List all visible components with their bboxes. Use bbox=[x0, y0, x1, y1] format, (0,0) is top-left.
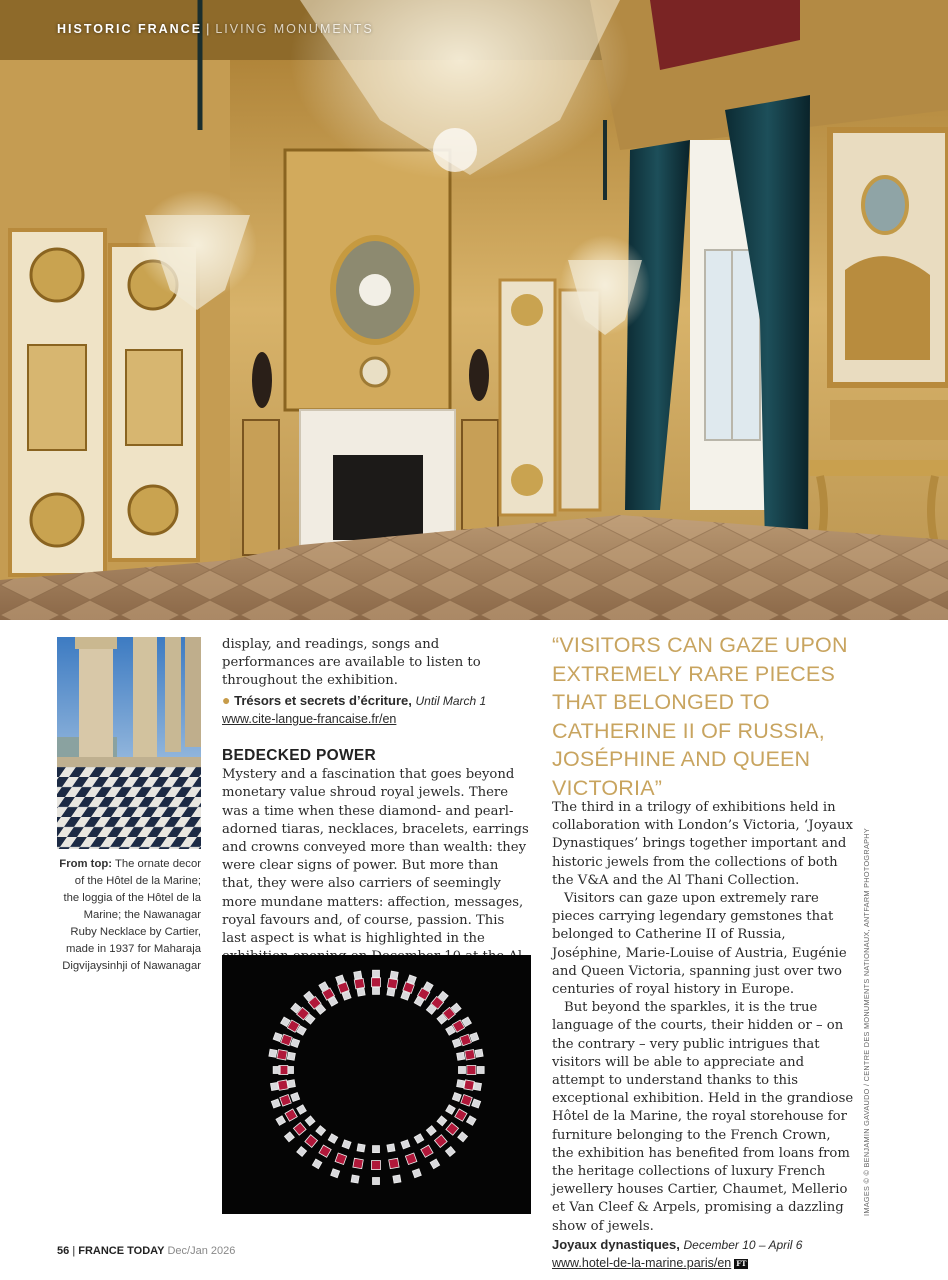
necklace-gem bbox=[457, 1052, 465, 1060]
caption-lead: From top: bbox=[59, 858, 113, 870]
necklace-gem bbox=[389, 1158, 399, 1168]
necklace-gem bbox=[470, 1033, 479, 1042]
necklace-gem bbox=[328, 1134, 338, 1144]
necklace-gem bbox=[271, 1099, 280, 1108]
ft-badge-icon: FT bbox=[736, 1259, 747, 1269]
necklace-gem bbox=[472, 1099, 481, 1108]
necklace-gem bbox=[354, 971, 362, 979]
necklace-photo bbox=[222, 955, 531, 1214]
bullet-dot-icon: ● bbox=[222, 691, 231, 708]
hero-photo bbox=[0, 0, 948, 620]
listing-joyaux bbox=[552, 1236, 854, 1254]
intro-paragraph: display, and readings, songs and performances are available to listen to throughout the exhibition. bbox=[222, 637, 481, 689]
necklace-gem bbox=[372, 978, 381, 987]
necklace-gem bbox=[335, 1153, 347, 1165]
magazine-name: FRANCE TODAY bbox=[78, 1245, 165, 1257]
necklace-gem bbox=[357, 988, 365, 996]
necklace-gem bbox=[414, 1134, 424, 1144]
photo-credit: IMAGES © © BENJAMIN GAVAUDO / CENTRE DES MONUMENTS NATIONAUX, ANTFARM PHOTOGRAPHY bbox=[862, 827, 871, 1216]
necklace-gem bbox=[297, 1147, 307, 1157]
necklace-gem bbox=[464, 1080, 474, 1090]
necklace-gem bbox=[473, 1082, 481, 1090]
necklace-gem bbox=[445, 1147, 455, 1157]
necklace-gem bbox=[273, 1033, 282, 1042]
necklace-gem bbox=[297, 1105, 307, 1115]
necklace-gem bbox=[457, 1080, 465, 1088]
necklace-gem bbox=[459, 1067, 466, 1074]
necklace-gem bbox=[373, 970, 380, 977]
photo-caption bbox=[57, 856, 201, 975]
listing-joyaux-dates: December 10 – April 6 bbox=[683, 1237, 803, 1252]
listing-joyaux-link[interactable]: www.hotel-de-la-marine.paris/en bbox=[552, 1256, 732, 1271]
necklace-gem bbox=[285, 1109, 297, 1121]
pull-quote: “VISITORS CAN GAZE UPON EXTREMELY RARE PIECES THAT BELONGED TO CATHERINE II OF RUSSIA, JOSÉPHINE AND QUEEN VICTORIA” bbox=[552, 633, 848, 800]
necklace-gem bbox=[373, 987, 380, 994]
body-paragraph-3: Visitors can gaze upon extremely rare pieces carrying legendary gemstones that belonged to Catherine II of Russia, Joséphine, Marie-Louise of Austria, Eugénie and Queen Victoria, spanning just over two centuries of royal history in Europe. bbox=[552, 891, 847, 998]
necklace-gem bbox=[305, 1135, 318, 1148]
listing-tresors-link[interactable]: www.cite-langue-francaise.fr/en bbox=[222, 711, 397, 726]
necklace-gem bbox=[461, 1095, 473, 1107]
necklace-gem bbox=[281, 1034, 293, 1046]
necklace-gem bbox=[357, 1144, 365, 1152]
page-number: 56 bbox=[57, 1245, 70, 1257]
listing-joyaux-title: Joyaux dynastiques, bbox=[552, 1236, 680, 1252]
necklace-gem bbox=[293, 1123, 306, 1136]
necklace-gem bbox=[465, 1050, 475, 1060]
necklace-gem bbox=[446, 1105, 456, 1115]
body-paragraph-1: Mystery and a fascination that goes beyond monetary value shroud royal jewels. There was a time when these diamond- and pearl-adorned tiaras, necklaces, bracelets, earrings and crowns conveyed more than wealth: they were clear signs of power. But more than that, they were also carriers of seemingly more mundane matters: affection, messages, royal favours and, of course, passion. This last aspect is what is highlighted in the bbox=[222, 767, 529, 947]
necklace-gem bbox=[270, 1082, 278, 1090]
section-title: HISTORIC FRANCE bbox=[57, 22, 203, 36]
necklace-gem bbox=[373, 1146, 380, 1153]
listing-tresors bbox=[222, 691, 530, 710]
section-header bbox=[57, 22, 374, 36]
issue-date: Dec/Jan 2026 bbox=[167, 1245, 236, 1257]
body-paragraph-4: But beyond the sparkles, it is the true language of the courts, their hidden or – on the contrary – very public intrigues that visitors will be able to appreciate and attempt to understand thanks to this exceptional exhibition. Held in the grandiose Hôtel de la Marine, the royal storehouse for furniture belonging to the French Crown, the exhibition has benefited from loans from the heritage collections of luxury French jewellery houses Cartier, Chaumet, Mellerio et Van Cleef & Arpels, promising a dazzling show of jewels. bbox=[552, 1000, 854, 1234]
section-separator: | bbox=[206, 22, 212, 36]
necklace-gem bbox=[287, 1080, 295, 1088]
necklace-gem bbox=[353, 1158, 363, 1168]
necklace-gem bbox=[319, 1145, 331, 1157]
necklace-gem bbox=[354, 978, 364, 988]
necklace-gem bbox=[446, 1123, 459, 1136]
loggia-illustration bbox=[57, 637, 201, 849]
necklace-gem bbox=[269, 1049, 277, 1057]
listing-tresors-title: Trésors et secrets d’écriture, bbox=[234, 692, 412, 708]
necklace-gem bbox=[342, 1140, 351, 1149]
caption-text: The ornate decor of the Hôtel de la Marine; the loggia of the Hôtel de la Marine; the Nawanagar Ruby Necklace by Cartier, made in 1937 for Maharaja Digvijaysinhji of Nawanagar bbox=[62, 858, 201, 972]
necklace-gem bbox=[291, 1038, 300, 1047]
necklace-gem bbox=[467, 1066, 476, 1075]
necklace-gem bbox=[390, 971, 398, 979]
listing-tresors-dates: Until March 1 bbox=[415, 693, 487, 708]
necklace-gem bbox=[426, 1126, 436, 1136]
section-subtitle: LIVING MONUMENTS bbox=[215, 22, 374, 36]
necklace-gem bbox=[280, 1095, 292, 1107]
necklace-gem bbox=[452, 1093, 461, 1102]
necklace-gem bbox=[305, 1116, 315, 1126]
necklace-gem bbox=[477, 1067, 484, 1074]
necklace-gem bbox=[434, 1135, 447, 1148]
necklace-gem bbox=[387, 1144, 395, 1152]
necklace-gem bbox=[351, 1175, 359, 1183]
necklace-gem bbox=[372, 1161, 381, 1170]
article-column-right bbox=[552, 799, 854, 1273]
subhead-bedecked-power: BEDECKED POWER bbox=[222, 747, 377, 765]
necklace-gem bbox=[452, 1038, 461, 1047]
article-column-middle bbox=[222, 636, 530, 1003]
necklace-gem bbox=[287, 1052, 295, 1060]
necklace-illustration bbox=[222, 955, 531, 1214]
necklace-gem bbox=[430, 1159, 440, 1169]
necklace-gem bbox=[455, 1109, 467, 1121]
loggia-photo bbox=[57, 637, 201, 849]
necklace-gem bbox=[284, 1132, 294, 1142]
hero-salon-illustration bbox=[0, 0, 948, 620]
necklace-gem bbox=[276, 1116, 286, 1126]
necklace-gem bbox=[312, 1159, 322, 1169]
necklace-gem bbox=[291, 1093, 300, 1102]
necklace-gem bbox=[458, 1132, 468, 1142]
necklace-gem bbox=[405, 1153, 417, 1165]
necklace-gem bbox=[387, 978, 397, 988]
necklace-gem bbox=[277, 1050, 287, 1060]
necklace-gem bbox=[278, 1080, 288, 1090]
necklace-gem bbox=[316, 1126, 326, 1136]
body-paragraph-2: The third in a trilogy of exhibitions held in collaboration with London’s Victoria, ‘Joyaux Dynastiques’ brings together important and historic jewels from the collections of both the V&A and the Al Thani Collection. bbox=[552, 800, 853, 888]
necklace-gem bbox=[412, 1169, 421, 1178]
necklace-gem bbox=[401, 1140, 410, 1149]
necklace-gem bbox=[387, 988, 395, 996]
necklace-gem bbox=[475, 1049, 483, 1057]
necklace-gem bbox=[273, 1067, 280, 1074]
necklace-gem bbox=[421, 1145, 433, 1157]
necklace-gem bbox=[437, 1116, 447, 1126]
page-footer bbox=[57, 1245, 235, 1257]
necklace-gem bbox=[466, 1116, 476, 1126]
necklace-gem bbox=[331, 1169, 340, 1178]
footer-separator: | bbox=[72, 1245, 76, 1257]
necklace-gem bbox=[393, 1175, 401, 1183]
necklace-gem bbox=[460, 1034, 472, 1046]
necklace-gem bbox=[373, 1178, 380, 1185]
